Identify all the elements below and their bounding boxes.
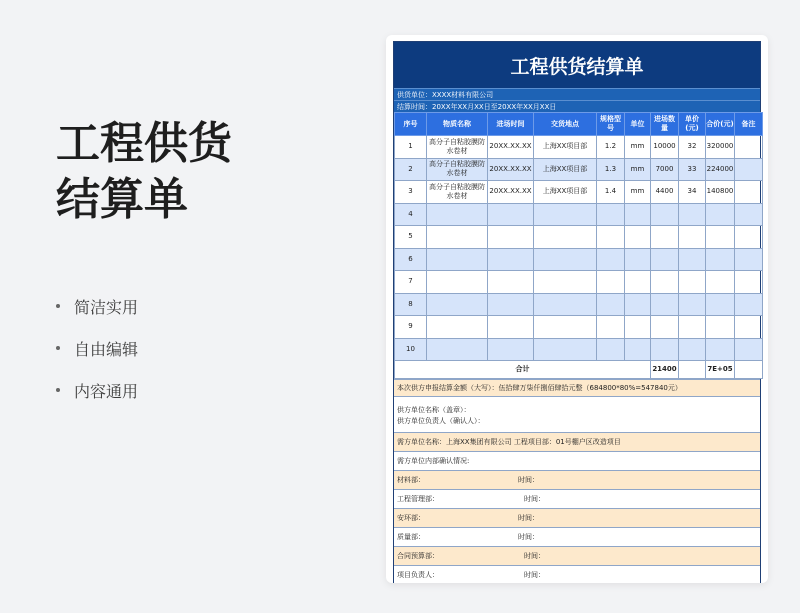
table-cell: mm — [625, 136, 651, 159]
table-cell — [488, 203, 534, 226]
table-cell — [625, 338, 651, 361]
settlement-sheet — [393, 41, 761, 583]
total-unit-price — [679, 361, 706, 379]
signoff-time: 时间： — [524, 495, 545, 503]
table-cell — [427, 316, 488, 339]
table-cell — [679, 338, 706, 361]
table-cell: 10 — [395, 338, 427, 361]
table-cell — [488, 248, 534, 271]
table-cell — [679, 293, 706, 316]
amount-line: 本次供方申报结算金额（大写）：伍拾肆万柒仟捌佰肆拾元整（684800*80%=547840元） — [394, 379, 760, 396]
table-cell: 34 — [679, 181, 706, 204]
table-cell: 4 — [395, 203, 427, 226]
bullet-icon — [56, 346, 60, 350]
bullet-icon — [56, 304, 60, 308]
supplier-sign-block — [394, 396, 760, 432]
signoff-dept: 项目负责人： — [397, 571, 439, 579]
table-cell: 32 — [679, 136, 706, 159]
table-cell — [735, 271, 763, 294]
table-cell — [706, 271, 735, 294]
table-cell: 上海XX项目部 — [534, 181, 597, 204]
table-cell — [597, 248, 625, 271]
table-cell — [597, 226, 625, 249]
col-header: 物质名称 — [427, 113, 488, 136]
table-body — [395, 136, 763, 361]
table-cell — [625, 203, 651, 226]
table-cell: 上海XX项目部 — [534, 158, 597, 181]
supplier-line: 供货单位：XXXX材料有限公司 — [394, 88, 760, 100]
signoff-row — [394, 508, 760, 527]
feature-item — [56, 327, 138, 369]
table-cell — [427, 293, 488, 316]
table-cell — [597, 271, 625, 294]
signoff-dept: 材料部： — [397, 476, 425, 484]
table-cell: 140800 — [706, 181, 735, 204]
table-cell: 224000 — [706, 158, 735, 181]
table-row — [395, 271, 763, 294]
signoff-dept: 安环部： — [397, 514, 425, 522]
table-cell: 1 — [395, 136, 427, 159]
table-cell — [651, 226, 679, 249]
feature-label: 简洁实用 — [74, 297, 139, 317]
table-cell: mm — [625, 158, 651, 181]
table-cell — [488, 316, 534, 339]
table-cell: 7000 — [651, 158, 679, 181]
col-header: 进场数量 — [651, 113, 679, 136]
signoff-dept: 工程管理部： — [397, 495, 439, 503]
signoff-dept: 质量部： — [397, 533, 425, 541]
total-label: 合计 — [395, 361, 651, 379]
table-cell — [534, 248, 597, 271]
signoff-time: 时间： — [518, 476, 539, 484]
table-cell — [625, 248, 651, 271]
table-cell — [651, 316, 679, 339]
table-cell — [651, 203, 679, 226]
supplier-sign-name: 供方单位名称（盖章）： — [397, 406, 471, 414]
signoff-time: 时间： — [518, 514, 539, 522]
table-cell — [679, 271, 706, 294]
col-header: 进场时间 — [488, 113, 534, 136]
buyer-line: 需方单位名称：上海XX集团有限公司 工程项目部：01号棚户区改造项目 — [394, 432, 760, 451]
table-cell — [625, 293, 651, 316]
table-cell — [679, 248, 706, 271]
table-cell — [534, 203, 597, 226]
table-cell: 4400 — [651, 181, 679, 204]
table-cell: 9 — [395, 316, 427, 339]
table-cell: 8 — [395, 293, 427, 316]
table-cell — [651, 338, 679, 361]
table-cell — [706, 316, 735, 339]
table-cell — [735, 181, 763, 204]
signoff-time: 时间： — [518, 533, 539, 541]
table-cell — [679, 203, 706, 226]
promo-title — [56, 116, 316, 228]
table-cell — [488, 293, 534, 316]
table-row — [395, 203, 763, 226]
table-cell: 3 — [395, 181, 427, 204]
feature-label: 内容通用 — [74, 381, 139, 401]
col-header: 序号 — [395, 113, 427, 136]
table-cell — [534, 316, 597, 339]
table-cell — [597, 293, 625, 316]
signoff-time: 时间： — [524, 552, 545, 560]
table-cell — [534, 338, 597, 361]
table-cell — [651, 293, 679, 316]
feature-list — [56, 285, 138, 411]
table-cell — [735, 293, 763, 316]
table-cell — [706, 338, 735, 361]
signoff-row — [394, 527, 760, 546]
table-cell: 高分子自粘胶膜防水卷材 — [427, 136, 488, 159]
table-cell — [625, 271, 651, 294]
table-cell — [706, 226, 735, 249]
table-cell: 上海XX项目部 — [534, 136, 597, 159]
promo-title-line1: 工程供货 — [56, 118, 232, 169]
table-row — [395, 181, 763, 204]
table-cell — [597, 338, 625, 361]
table-cell: 高分子自粘胶膜防水卷材 — [427, 181, 488, 204]
table-row — [395, 293, 763, 316]
table-cell: 6 — [395, 248, 427, 271]
table-cell: 20XX.XX.XX — [488, 158, 534, 181]
table-cell — [488, 338, 534, 361]
table-cell — [625, 316, 651, 339]
signoff-row — [394, 546, 760, 565]
table-cell — [735, 248, 763, 271]
feature-item — [56, 285, 138, 327]
table-cell — [534, 293, 597, 316]
table-cell: 高分子自粘胶膜防水卷材 — [427, 158, 488, 181]
table-cell: 320000 — [706, 136, 735, 159]
table-cell: 1.4 — [597, 181, 625, 204]
table-cell — [488, 226, 534, 249]
table-cell — [706, 248, 735, 271]
table-header-row — [395, 113, 763, 136]
sheet-title: 工程供货结算单 — [394, 42, 760, 88]
table-cell — [706, 203, 735, 226]
supplier-sign-person: 供方单位负责人（确认人）： — [397, 417, 485, 425]
table-cell — [735, 158, 763, 181]
table-cell: 7 — [395, 271, 427, 294]
table-cell — [735, 316, 763, 339]
table-cell: 1.3 — [597, 158, 625, 181]
table-cell: 20XX.XX.XX — [488, 136, 534, 159]
total-row — [395, 361, 763, 379]
table-cell — [706, 293, 735, 316]
settlement-table — [394, 112, 763, 379]
signoff-row — [394, 470, 760, 489]
internal-line: 需方单位内部确认情况: — [394, 451, 760, 470]
table-cell — [735, 226, 763, 249]
table-cell — [427, 338, 488, 361]
table-cell: 33 — [679, 158, 706, 181]
period-line: 结算时间：20XX年XX月XX日至20XX年XX月XX日 — [394, 100, 760, 112]
table-row — [395, 338, 763, 361]
col-header: 备注 — [735, 113, 763, 136]
signoff-time: 时间： — [524, 571, 545, 579]
promo-title-line2: 结算单 — [56, 174, 188, 225]
col-header: 交货地点 — [534, 113, 597, 136]
table-cell — [625, 226, 651, 249]
table-row — [395, 158, 763, 181]
table-cell — [427, 203, 488, 226]
table-cell — [534, 271, 597, 294]
table-cell: 10000 — [651, 136, 679, 159]
table-cell — [597, 203, 625, 226]
feature-item — [56, 369, 138, 411]
bullet-icon — [56, 388, 60, 392]
table-cell — [534, 226, 597, 249]
total-quantity: 21400 — [651, 361, 679, 379]
table-cell — [735, 203, 763, 226]
table-cell — [651, 271, 679, 294]
signoff-dept: 合同预算部： — [397, 552, 439, 560]
feature-label: 自由编辑 — [74, 339, 139, 359]
table-cell — [735, 136, 763, 159]
table-cell: 1.2 — [597, 136, 625, 159]
col-header: 单位 — [625, 113, 651, 136]
table-row — [395, 248, 763, 271]
table-cell — [427, 226, 488, 249]
table-cell: 20XX.XX.XX — [488, 181, 534, 204]
table-cell: 5 — [395, 226, 427, 249]
table-row — [395, 226, 763, 249]
table-cell — [488, 271, 534, 294]
table-row — [395, 136, 763, 159]
table-cell — [679, 226, 706, 249]
table-cell — [679, 316, 706, 339]
table-cell: 2 — [395, 158, 427, 181]
total-amount: 7E+05 — [706, 361, 735, 379]
table-cell: mm — [625, 181, 651, 204]
table-cell — [427, 248, 488, 271]
table-cell — [427, 271, 488, 294]
col-header: 合价(元) — [706, 113, 735, 136]
total-remark — [735, 361, 763, 379]
table-row — [395, 316, 763, 339]
document-preview — [386, 35, 768, 583]
table-cell — [597, 316, 625, 339]
table-cell — [735, 338, 763, 361]
signoff-row — [394, 489, 760, 508]
col-header: 规格型号 — [597, 113, 625, 136]
col-header: 单价(元) — [679, 113, 706, 136]
signoff-row — [394, 565, 760, 583]
table-cell — [651, 248, 679, 271]
